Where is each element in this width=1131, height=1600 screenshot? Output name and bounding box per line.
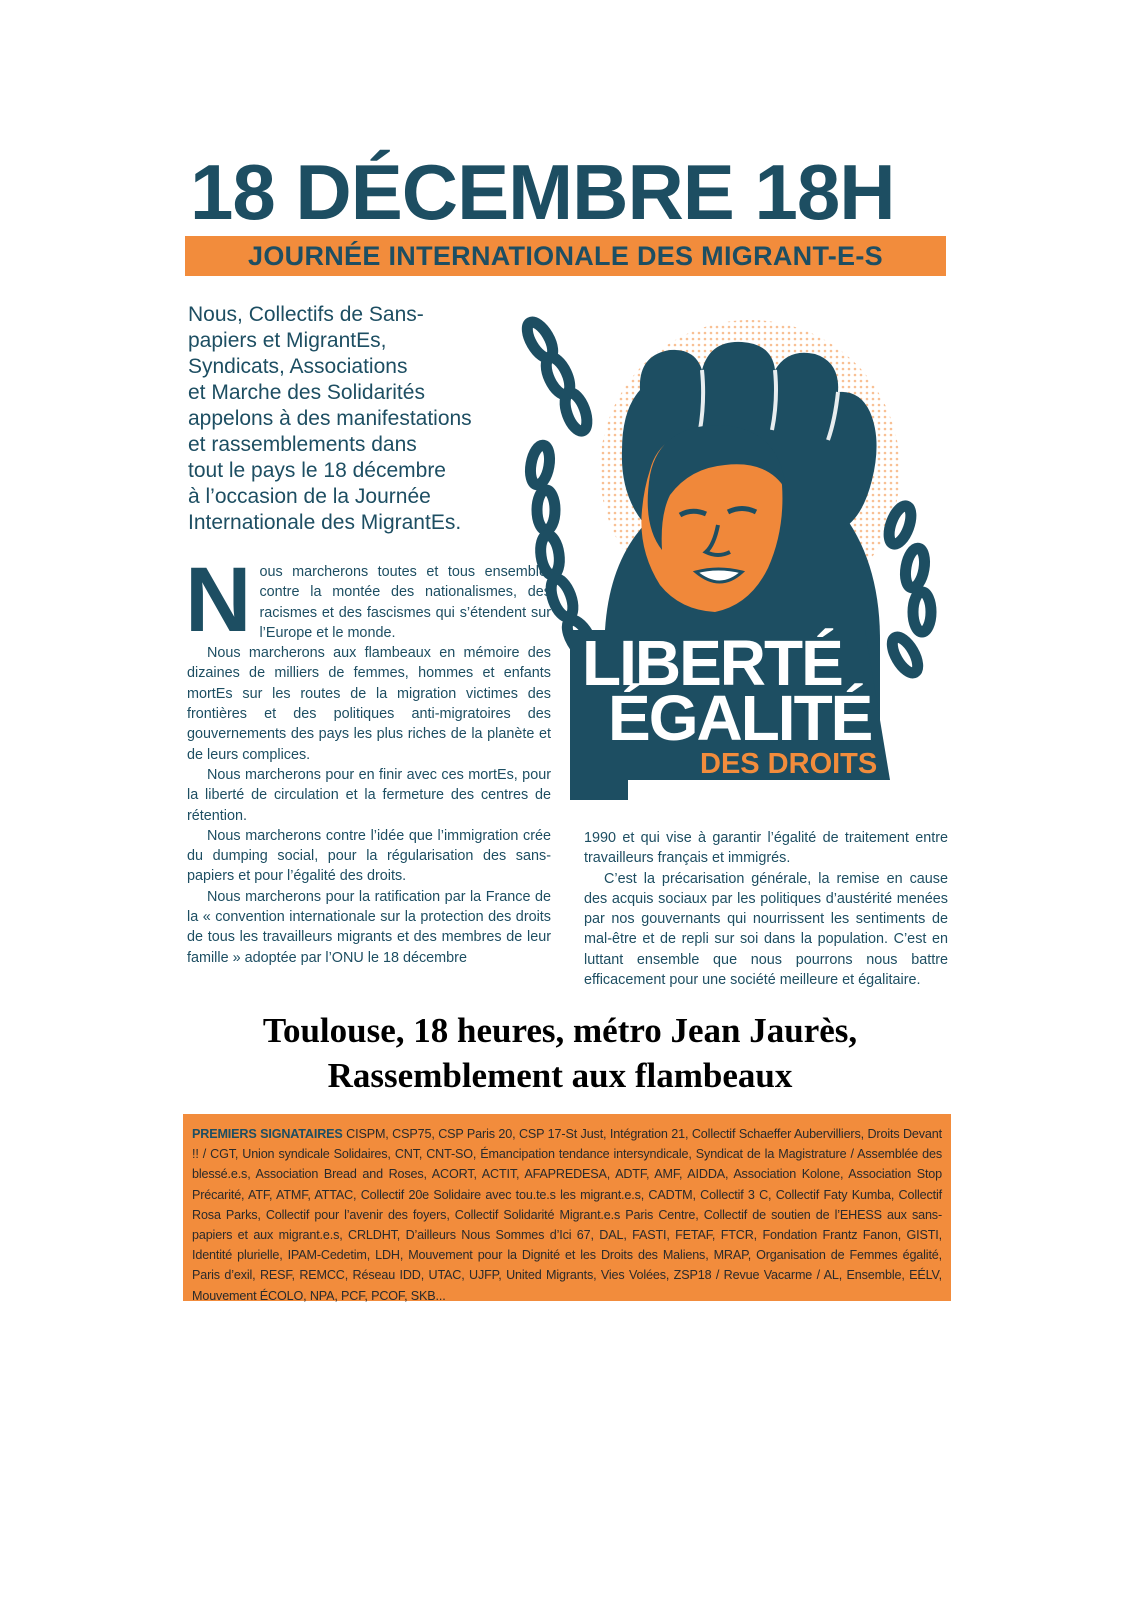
location-line-2: Rassemblement aux flambeaux [327,1056,793,1095]
intro-line: papiers et MigrantEs, [188,329,387,352]
intro-line: Syndicats, Associations [188,355,408,378]
poster-line-3: DES DROITS [700,748,878,780]
chain-left-icon [522,318,598,660]
body-paragraph: C’est la précarisation générale, la remise en cause des acquis sociaux par les politiques d’austérité menées par nos gouvernants qui nourrissent les sentiments de mal-être et de repli sur soi dans la population. C’est en luttant ensemble que nous pourrons nous battre efficacement pour une société meilleure et égalitaire. [584,870,948,989]
body-paragraph: 1990 et qui vise à garantir l’égalité de traitement entre travailleurs français et immigrés. [584,830,948,867]
signatories-list: CISPM, CSP75, CSP Paris 20, CSP 17-St Just, Intégration 21, Collectif Schaeffer Aubervilliers, Droits Devant !! / CGT, Union syndicale Solidaires, CNT, CNT-SO, Émancipation tendance intersyndicale, Syndicat de la Magistrature / Assemblée des blessé.e.s, Association Bread and Roses, ACORT, ACTIT, AFAPREDESA, ADTF, AMF, AIDDA, Association Kolone, Association Stop Précarité, ATF, ATMF, ATTAC, Collectif 20e Solidaire avec tou.te.s les migrant.e.s, CADTM, Collectif 3 C, Collectif Faty Kumba, Collectif Rosa Parks, Collectif pour l’avenir des foyers, Collectif Solidarité Migrant.e.s Paris Centre, Collectif de soutien de l’EHESS aux sans-papiers et aux migrant.e.s, CRLDHT, D’ailleurs Nous Sommes d’Ici 67, DAL, FASTI, FETAF, FTCR, Fondation Frantz Fanon, GISTI, Identité plurielle, IPAM-Cedetim, LDH, Mouvement pour la Dignité et les Droits des Maliens, MRAP, Organisation de Femmes égalité, Paris d’exil, RESF, REMCC, Réseau IDD, UTAC, UJFP, United Migrants, Vies Volées, ZSP18 / Revue Vacarme / AL, Ensemble, EÉLV, Mouvement ÉCOLO, NPA, PCF, PCOF, SKB... [192,1127,942,1303]
body-paragraph: Nous marcherons pour la ratification par la France de la « convention internationale sur la protection des droits de tous les travailleurs migrants et des membres de leur famille » adoptée par l’ONU le 18 décembre [187,888,551,966]
location-line-1: Toulouse, 18 heures, métro Jean Jaurès, [262,1011,858,1050]
fist-illustration [510,300,950,805]
signatories-text [192,1124,942,1306]
body-paragraph: Nous marcherons pour en finir avec ces mortEs, pour la liberté de circulation et la fermeture des centres de rétention. [187,766,551,824]
body-column-right [584,828,948,990]
intro-line: appelons à des manifestations [188,407,472,430]
intro-line: et Marche des Solidarités [188,381,425,404]
intro-line: Internationale des MigrantEs. [188,511,462,534]
headline: 18 DÉCEMBRE 18H [190,148,895,236]
intro-line: à l’occasion de la Journée [188,485,431,508]
intro-line: Nous, Collectifs de Sans- [188,303,424,326]
location-block [150,1008,970,1098]
signatories-label: PREMIERS SIGNATAIRES [192,1127,343,1141]
subtitle: JOURNÉE INTERNATIONALE DES MIGRANT-E-S [248,241,883,271]
poster-line-2: ÉGALITÉ [608,682,872,754]
body-paragraph: Nous marcherons toutes et tous ensemble, contre la montée des nationalismes, des racismes et des fascismes qui s’étendent sur l’Europe et le monde. [185,549,551,651]
body-paragraph: Nous marcherons aux flambeaux en mémoire des dizaines de milliers de femmes, hommes et enfants mortEs sur les routes de la migration victimes des frontières et des politiques anti-migratoires des gouvernements des pays les plus riches de la planète et de leurs complices. [187,645,551,763]
chain-right-icon [885,503,931,677]
intro-line: tout le pays le 18 décembre [188,459,446,482]
intro-text [188,302,518,536]
poster-line-1: LIBERTÉ [582,627,842,699]
dropcap: N [185,549,252,651]
intro-line: et rassemblements dans [188,433,417,456]
body-paragraph: Nous marcherons contre l’idée que l’immigration crée du dumping social, pour la régularisation des sans-papiers et pour l’égalité des droits. [187,827,551,885]
body-column-left [185,549,551,968]
